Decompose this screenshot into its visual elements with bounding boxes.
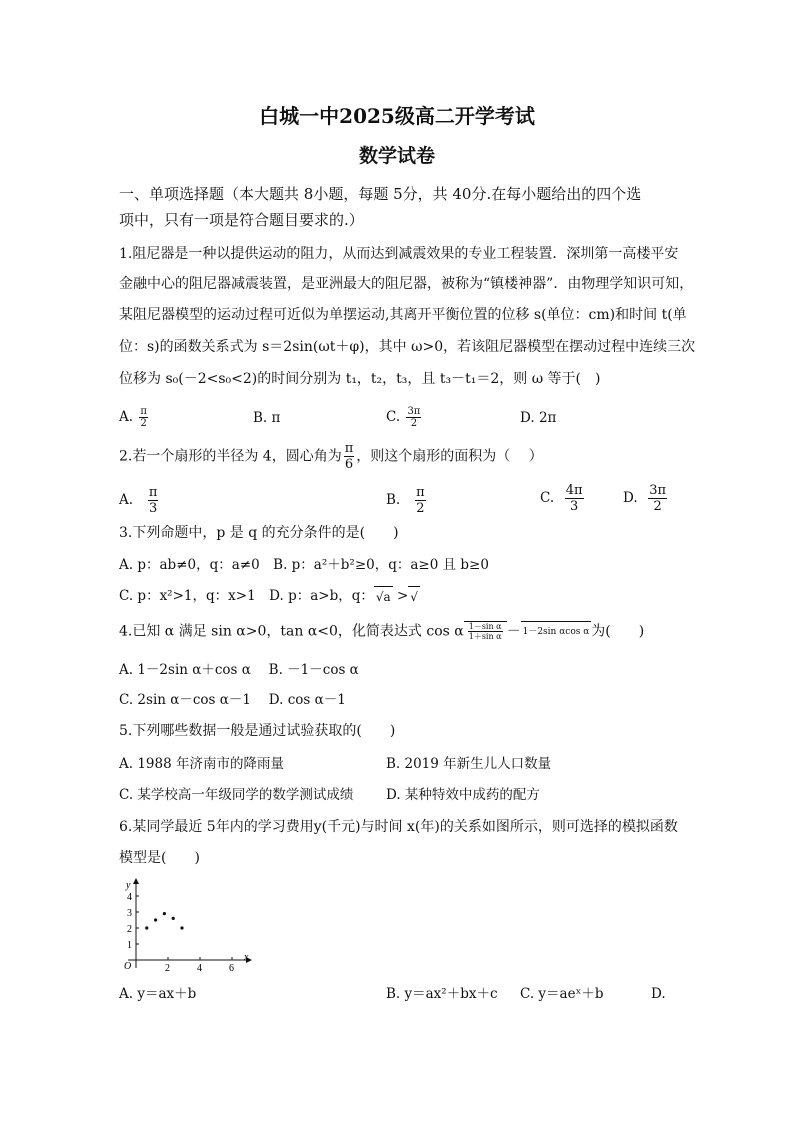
q6-option-d: D. [651, 986, 666, 1002]
section-heading-line1: 一、单项选择题（本大题共 8小题，每题 5分，共 40分.在每小题给出的四个选 [119, 185, 642, 203]
q5-option-a: A. 1988 年济南市的降雨量 [119, 756, 284, 772]
q1-option-a: A. $\frac{\pi}{2}$ [119, 406, 147, 429]
exam-title: 白城一中2025级高二开学考试 [259, 104, 535, 128]
q5-option-b: B. 2019 年新生儿人口数量 [386, 756, 552, 772]
q2-option-c: C. $\frac{4\pi}{3}$ [540, 483, 583, 514]
q5-option-d: D. 某种特效中成药的配方 [386, 787, 540, 803]
q1-option-c: C. $\frac{3\pi}{2}$ [386, 406, 421, 429]
q2-option-a: A. $\frac{\pi}{3}$ [119, 485, 158, 516]
q1-line3: 某阻尼器模型的运动过程可近似为单摆运动,其离开平衡位置的位移 s(单位：cm)和时间 t(单 [119, 307, 687, 323]
q3-stem: 3.下列命题中，p 是 q 的充分条件的是( ) [119, 525, 399, 541]
y-axis-label: y [126, 880, 131, 891]
q1-line1: 1.阻尼器是一种以提供运动的阻力，从而达到减震效果的专业工程装置．深圳第一高楼平安 [119, 246, 679, 262]
section-heading-line2: 项中，只有一项是符合题目要求的.） [119, 211, 364, 229]
q3-options-row2: C. p：x²>1，q：x>1 D. p：a>b，q： √a > √ [119, 586, 420, 607]
q6-option-a: A. y＝ax＋b [119, 986, 197, 1002]
q6-line2: 模型是( ) [119, 850, 200, 866]
q5-option-c: C. 某学校高一年级同学的数学测试成绩 [119, 787, 354, 803]
data-point [180, 926, 183, 929]
y-tick-label: 3 [127, 908, 132, 919]
y-tick-label: 4 [127, 892, 132, 903]
q2-stem: 2.若一个扇形的半径为 4，圆心角为 $\frac{\pi}{6}$ ，则这个扇形的面积为（ ） [119, 441, 543, 472]
data-point [154, 918, 157, 921]
x-tick-label: 4 [197, 963, 202, 972]
q1-line5: 位移为 s₀(－2<s₀<2)的时间分别为 t₁，t₂，t₃，且 t₃－t₁＝2，则 ω 等于( ) [119, 371, 601, 387]
q6-scatter-graph [118, 876, 258, 972]
q2-option-d: D. $\frac{3\pi}{2}$ [623, 483, 667, 514]
x-axis-label: x [244, 952, 249, 963]
q1-option-c-fraction: $\frac{3\pi}{2}$ [407, 406, 421, 429]
q4-options-row2: C. 2sin α－cos α－1 D. cos α－1 [119, 692, 346, 708]
q1-line4: 位：s)的函数关系式为 s＝2sin(ωt＋φ)，其中 ω>0，若该阻尼器模型在摆动过程中连续三次 [119, 339, 696, 355]
data-point [145, 926, 148, 929]
q1-option-d: D. 2π [520, 410, 557, 426]
x-tick-label: 2 [165, 963, 170, 972]
y-axis-arrow [133, 878, 139, 884]
data-point [172, 917, 175, 920]
q6-option-c: C. y＝aeˣ＋b [520, 986, 604, 1002]
exam-subtitle: 数学试卷 [358, 145, 435, 167]
q1-option-a-fraction: $\frac{\pi}{2}$ [140, 406, 147, 429]
q1-option-b: B. π [253, 410, 281, 426]
y-tick-label: 1 [127, 940, 132, 951]
y-tick-label: 2 [127, 924, 132, 935]
q2-option-b: B. $\frac{\pi}{2}$ [386, 485, 425, 516]
q6-option-b: B. y＝ax²＋bx＋c [386, 986, 498, 1002]
q1-line2: 金融中心的阻尼器减震装置，是亚洲最大的阻尼器，被称为“镇楼神器”．由物理学知识可知， [119, 276, 694, 292]
data-point [163, 912, 166, 915]
q4-stem: 4.已知 α 满足 sin α>0，tan α<0，化简表达式 cos α $\frac{\text{1－sin α}}{\text{1＋sin α}}$ － 1－2sin αcos α 为( ) [119, 622, 645, 641]
q3-options-row1: A. p：ab≠0，q：a≠0 B. p：a²＋b²≥0，q：a≥0 且 b≥0 [119, 557, 489, 573]
q6-line1: 6.某同学最近 5年内的学习费用y(千元)与时间 x(年)的关系如图所示，则可选择的模拟函数 [119, 819, 678, 835]
origin-label: O [124, 961, 132, 972]
q4-options-row1: A. 1－2sin α＋cos α B. －1－cos α [119, 662, 359, 678]
q5-stem: 5.下列哪些数据一般是通过试验获取的( ) [119, 723, 396, 739]
q2-angle-fraction: $\frac{\pi}{6}$ [344, 441, 354, 472]
x-tick-label: 6 [229, 963, 234, 972]
